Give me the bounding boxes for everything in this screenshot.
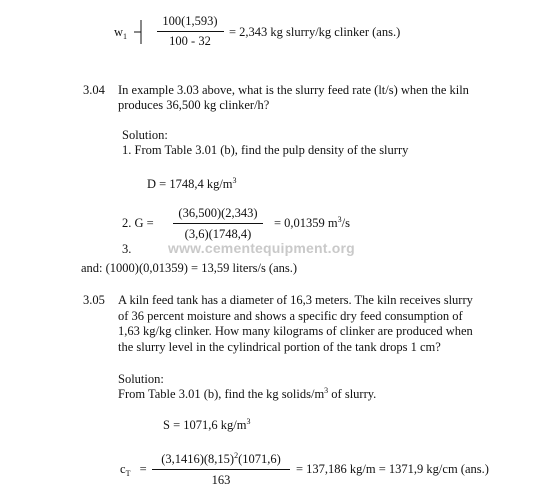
problem-number-305: 3.05 bbox=[83, 293, 105, 307]
step-2-label: 2. G = bbox=[122, 216, 154, 230]
ct-label: $c_T$ = bbox=[120, 462, 147, 478]
w1-fraction-bar bbox=[157, 31, 224, 32]
ct-numerator: $(3,1416)(8,15)^2(1071,6)$ bbox=[161, 451, 281, 466]
w1-label: $w_1$ bbox=[114, 25, 128, 41]
solution-label-304: Solution: bbox=[122, 128, 168, 142]
ct-denominator: 163 bbox=[211, 473, 231, 487]
final-answer-304: and: (1000)(0,01359) = 13,59 liters/s (ans.) bbox=[81, 261, 298, 275]
g-result: = 0,01359 $m^3/s$ bbox=[274, 215, 350, 230]
solution-305-line: From Table 3.01 (b), find the kg solids/$m^3$ of slurry. bbox=[118, 386, 377, 401]
problem-305-line-4: the slurry level in the cylindrical portion of the tank drops 1 cm? bbox=[118, 340, 441, 354]
g-fraction-bar bbox=[173, 223, 263, 224]
problem-305-line-2: of 36 percent moisture and shows a specific dry feed consumption of bbox=[118, 309, 463, 323]
g-numerator: (36,500)(2,343) bbox=[178, 206, 258, 220]
solution-step-1: 1. From Table 3.01 (b), find the pulp density of the slurry bbox=[122, 143, 409, 157]
g-denominator: (3,6)(1748,4) bbox=[184, 227, 252, 241]
step-3-label: 3. bbox=[122, 242, 132, 256]
problem-305-line-1: A kiln feed tank has a diameter of 16,3 meters. The kiln receives slurry bbox=[118, 293, 473, 307]
problem-304-line-1: In example 3.03 above, what is the slurry feed rate (lt/s) when the kiln bbox=[118, 83, 469, 97]
w1-numerator: 100(1,593) bbox=[162, 14, 218, 28]
w1-denominator: 100 - 32 bbox=[169, 34, 211, 48]
problem-304-line-2: produces 36,500 kg clinker/h? bbox=[118, 98, 270, 112]
w1-result: = 2,343 kg slurry/kg clinker (ans.) bbox=[229, 25, 401, 39]
ct-fraction-bar bbox=[152, 469, 290, 470]
density-equation: D = 1748,4 $kg/m^3$ bbox=[147, 176, 237, 191]
w1-bracket-symbol bbox=[133, 19, 145, 45]
watermark: www.cementequipment.org bbox=[168, 240, 355, 256]
solids-equation: S = 1071,6 $kg/m^3$ bbox=[163, 417, 251, 432]
problem-305-line-3: 1,63 kg/kg clinker. How many kilograms of clinker are produced when bbox=[118, 324, 473, 338]
solution-label-305: Solution: bbox=[118, 372, 164, 386]
problem-number-304: 3.04 bbox=[83, 83, 105, 97]
ct-result: = 137,186 kg/m = 1371,9 kg/cm (ans.) bbox=[296, 462, 489, 476]
